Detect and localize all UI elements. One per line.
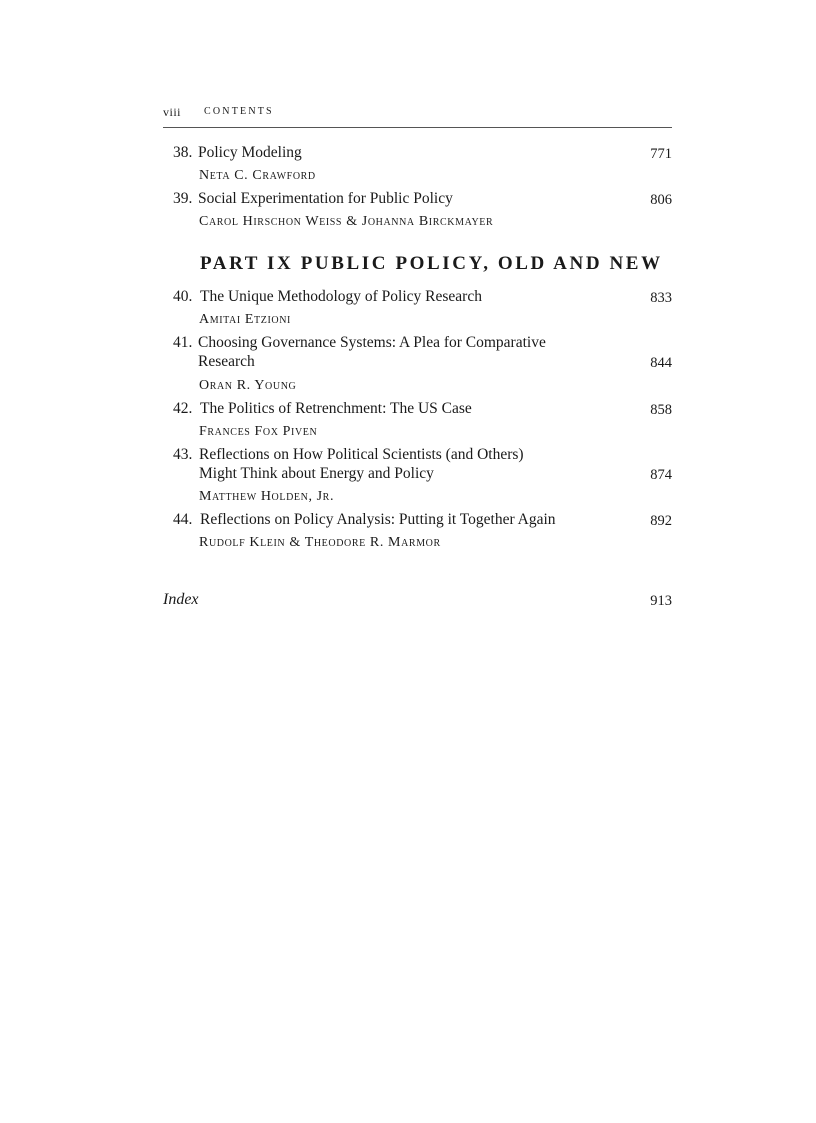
entry-page-number: 858	[650, 402, 672, 418]
entry-title: Reflections on Policy Analysis: Putting it Together Again	[200, 511, 556, 528]
entry-page-number: 771	[650, 146, 672, 162]
entry-title: Policy Modeling	[198, 144, 302, 161]
running-head-title: CONTENTS	[204, 106, 274, 117]
entry-number: 42.	[173, 400, 193, 417]
running-head	[163, 105, 672, 128]
index-page-number: 913	[650, 593, 672, 609]
entry-number: 41.	[173, 334, 193, 351]
entry-page-number: 874	[650, 467, 672, 483]
entry-number: 44.	[173, 511, 193, 528]
entry-author: Frances Fox Piven	[199, 424, 318, 439]
entry-number: 40.	[173, 288, 193, 305]
entry-author: Amitai Etzioni	[199, 312, 291, 327]
entry-number: 39.	[173, 190, 193, 207]
entry-title-line-1: Choosing Governance Systems: A Plea for Comparative	[198, 334, 546, 351]
entry-author: Neta C. Crawford	[199, 168, 316, 183]
entry-page-number: 844	[650, 355, 672, 371]
entry-title: The Unique Methodology of Policy Research	[200, 288, 482, 305]
index-label: Index	[163, 591, 199, 608]
entry-page-number: 833	[650, 290, 672, 306]
entry-number: 38.	[173, 144, 193, 161]
entry-title: Social Experimentation for Public Policy	[198, 190, 453, 207]
entry-number: 43.	[173, 446, 193, 463]
entry-author: Oran R. Young	[199, 378, 297, 393]
part-heading: PART IX PUBLIC POLICY, OLD AND NEW	[200, 253, 663, 274]
entry-title-line-2: Might Think about Energy and Policy	[199, 465, 434, 482]
entry-author: Matthew Holden, Jr.	[199, 489, 335, 504]
entry-author: Carol Hirschon Weiss & Johanna Birckmayer	[199, 214, 494, 229]
entry-page-number: 806	[650, 192, 672, 208]
entry-title-line-1: Reflections on How Political Scientists (and Others)	[199, 446, 524, 463]
entry-title-line-2: Research	[198, 353, 255, 370]
entry-author: Rudolf Klein & Theodore R. Marmor	[199, 535, 441, 550]
page-folio: viii	[163, 105, 182, 119]
entry-title: The Politics of Retrenchment: The US Case	[200, 400, 472, 417]
entry-page-number: 892	[650, 513, 672, 529]
